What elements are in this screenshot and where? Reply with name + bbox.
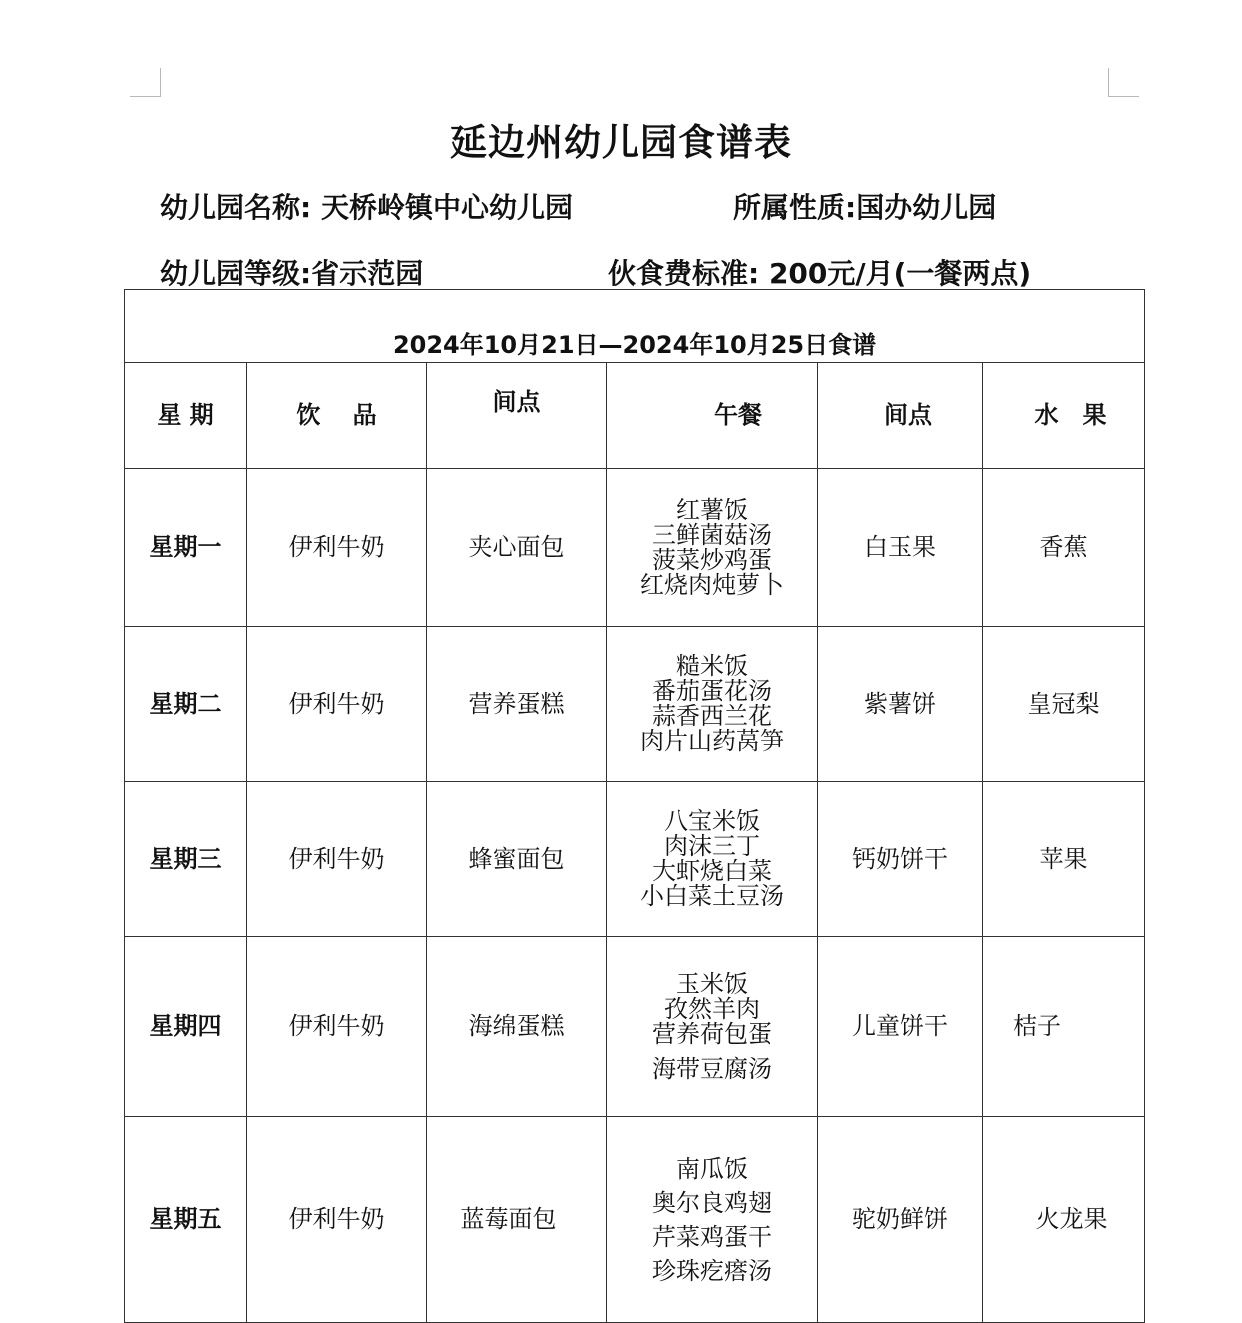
drink-cell: 伊利牛奶 bbox=[247, 937, 427, 1117]
lunch-item: 芹菜鸡蛋干 bbox=[652, 1222, 772, 1251]
page-corner-mark-top-right bbox=[1108, 68, 1139, 97]
table-row bbox=[125, 627, 1145, 782]
header-lunch: 午餐 bbox=[607, 363, 818, 469]
lunch-item: 菠菜炒鸡蛋 bbox=[652, 545, 772, 574]
kindergarten-name: 幼儿园名称: 天桥岭镇中心幼儿园 bbox=[160, 191, 573, 224]
drink-cell: 伊利牛奶 bbox=[247, 1117, 427, 1323]
snack-2-cell: 白玉果 bbox=[818, 469, 983, 627]
lunch-item: 八宝米饭 bbox=[664, 807, 760, 835]
lunch-item: 营养荷包蛋 bbox=[652, 1019, 772, 1048]
drink-cell: 伊利牛奶 bbox=[247, 627, 427, 782]
lunch-item: 糙米饭 bbox=[676, 652, 748, 680]
snack-1-cell: 夹心面包 bbox=[427, 469, 607, 627]
lunch-cell bbox=[607, 627, 818, 782]
snack-2-cell: 紫薯饼 bbox=[818, 627, 983, 782]
kindergarten-level: 幼儿园等级:省示范园 bbox=[160, 257, 424, 290]
table-row bbox=[125, 1117, 1145, 1323]
lunch-item: 大虾烧白菜 bbox=[652, 857, 772, 885]
table-caption-text: 2024年10月21日—2024年10月25日食谱 bbox=[392, 330, 877, 359]
weekday-cell: 星期一 bbox=[125, 469, 247, 627]
header-row bbox=[125, 363, 1145, 469]
weekday-cell: 星期三 bbox=[125, 782, 247, 937]
caption-row bbox=[125, 290, 1145, 363]
lunch-item: 海带豆腐汤 bbox=[652, 1054, 772, 1083]
lunch-item: 肉片山药莴笋 bbox=[640, 727, 784, 755]
table-row bbox=[125, 937, 1145, 1117]
document-title: 延边州幼儿园食谱表 bbox=[450, 121, 792, 164]
fruit-cell: 火龙果 bbox=[983, 1117, 1145, 1323]
snack-2-cell: 儿童饼干 bbox=[818, 937, 983, 1117]
header-drink: 饮 品 bbox=[247, 363, 427, 469]
lunch-item: 南瓜饭 bbox=[676, 1154, 748, 1183]
fruit-cell: 桔子 bbox=[983, 937, 1145, 1117]
header-fruit: 水 果 bbox=[983, 363, 1145, 469]
lunch-cell bbox=[607, 937, 818, 1117]
header-weekday: 星 期 bbox=[125, 363, 247, 469]
lunch-cell bbox=[607, 782, 818, 937]
header-snack-1: 间点 bbox=[427, 363, 607, 469]
lunch-item: 三鲜菌菇汤 bbox=[652, 520, 772, 549]
lunch-item: 珍珠疙瘩汤 bbox=[652, 1256, 772, 1285]
lunch-cell bbox=[607, 469, 818, 627]
lunch-item: 蒜香西兰花 bbox=[652, 702, 772, 730]
lunch-item: 小白菜土豆汤 bbox=[640, 882, 784, 910]
table-row bbox=[125, 469, 1145, 627]
weekday-cell: 星期五 bbox=[125, 1117, 247, 1323]
kindergarten-nature: 所属性质:国办幼儿园 bbox=[733, 191, 997, 224]
lunch-item: 孜然羊肉 bbox=[664, 994, 760, 1023]
page-corner-mark-top-left bbox=[130, 68, 161, 97]
lunch-item: 肉沫三丁 bbox=[664, 832, 760, 860]
lunch-item: 红薯饭 bbox=[676, 495, 748, 524]
fruit-cell: 皇冠梨 bbox=[983, 627, 1145, 782]
lunch-item: 玉米饭 bbox=[676, 969, 748, 998]
lunch-item: 番茄蛋花汤 bbox=[652, 677, 772, 705]
snack-1-cell: 蜂蜜面包 bbox=[427, 782, 607, 937]
snack-1-cell: 蓝莓面包 bbox=[427, 1117, 607, 1323]
lunch-item: 红烧肉炖萝卜 bbox=[640, 570, 784, 599]
snack-2-cell: 钙奶饼干 bbox=[818, 782, 983, 937]
lunch-cell bbox=[607, 1117, 818, 1323]
table-caption bbox=[125, 290, 1145, 363]
menu-table bbox=[124, 289, 1145, 1323]
lunch-item: 奥尔良鸡翅 bbox=[652, 1188, 772, 1217]
snack-1-cell: 营养蛋糕 bbox=[427, 627, 607, 782]
header-snack-2: 间点 bbox=[818, 363, 983, 469]
table-row bbox=[125, 782, 1145, 937]
meal-fee-standard: 伙食费标准: 200元/月(一餐两点) bbox=[608, 257, 1032, 290]
drink-cell: 伊利牛奶 bbox=[247, 782, 427, 937]
weekday-cell: 星期二 bbox=[125, 627, 247, 782]
fruit-cell: 苹果 bbox=[983, 782, 1145, 937]
fruit-cell: 香蕉 bbox=[983, 469, 1145, 627]
snack-1-cell: 海绵蛋糕 bbox=[427, 937, 607, 1117]
drink-cell: 伊利牛奶 bbox=[247, 469, 427, 627]
weekday-cell: 星期四 bbox=[125, 937, 247, 1117]
snack-2-cell: 驼奶鲜饼 bbox=[818, 1117, 983, 1323]
